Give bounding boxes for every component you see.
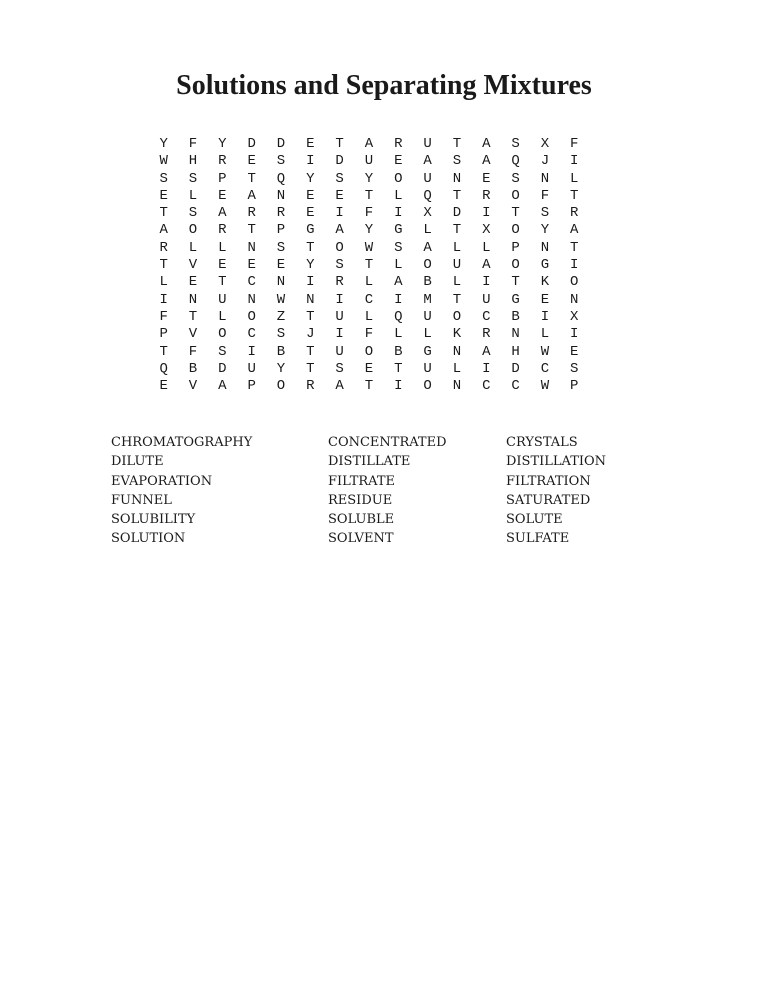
grid-letter: S <box>335 360 344 377</box>
grid-letter: R <box>218 153 227 170</box>
grid-letter: X <box>482 222 491 239</box>
grid-letter: T <box>452 222 462 239</box>
grid-row <box>149 222 589 239</box>
grid-letter: O <box>570 274 579 291</box>
grid-letter: I <box>482 205 491 222</box>
grid-letter: N <box>511 326 520 343</box>
grid-letter: O <box>335 239 344 256</box>
grid-letter: O <box>247 308 256 325</box>
grid-letter: D <box>511 360 520 377</box>
grid-letter: Y <box>276 360 286 377</box>
grid-letter: F <box>570 136 579 152</box>
grid-letter: T <box>452 187 462 204</box>
grid-letter: V <box>188 257 198 274</box>
grid-letter: N <box>276 274 286 291</box>
grid-letter: I <box>306 153 315 170</box>
grid-letter: R <box>394 136 403 152</box>
grid-letter: L <box>540 326 550 343</box>
grid-letter: R <box>482 326 491 343</box>
grid-letter: E <box>218 257 227 274</box>
grid-letter: U <box>335 343 344 360</box>
grid-letter: B <box>276 343 286 360</box>
grid-letter: A <box>482 257 491 274</box>
grid-letter: F <box>364 326 374 343</box>
grid-letter: C <box>482 378 491 395</box>
grid-letter: I <box>394 291 403 308</box>
grid-letter: N <box>306 291 315 308</box>
grid-letter: D <box>452 205 462 222</box>
word-list-row <box>111 529 651 548</box>
grid-letter: A <box>335 222 344 239</box>
word-list-item: SOLVENT <box>328 531 394 547</box>
word-list-row <box>111 510 651 529</box>
grid-letter: O <box>423 257 432 274</box>
grid-letter: E <box>159 378 168 395</box>
grid-row <box>149 274 589 291</box>
grid-letter: L <box>423 326 432 343</box>
grid-letter: Q <box>423 187 432 204</box>
grid-row <box>149 344 589 361</box>
grid-letter: D <box>335 153 344 170</box>
grid-letter: U <box>423 360 432 377</box>
grid-letter: T <box>511 274 520 291</box>
word-list-row <box>111 452 651 471</box>
grid-letter: T <box>570 239 579 256</box>
grid-letter: W <box>276 291 286 308</box>
grid-letter: S <box>394 239 403 256</box>
grid-letter: C <box>247 274 256 291</box>
grid-letter: I <box>570 153 579 170</box>
grid-letter: S <box>570 360 579 377</box>
grid-letter: Q <box>276 170 286 187</box>
grid-letter: U <box>247 360 256 377</box>
grid-letter: S <box>276 326 286 343</box>
grid-letter: O <box>511 222 520 239</box>
grid-letter: O <box>276 378 286 395</box>
grid-letter: D <box>247 136 256 152</box>
grid-letter: A <box>218 205 227 222</box>
grid-letter: I <box>570 257 579 274</box>
grid-letter: L <box>188 187 198 204</box>
grid-letter: A <box>423 153 432 170</box>
grid-letter: E <box>335 187 344 204</box>
grid-letter: Q <box>394 308 403 325</box>
grid-letter: N <box>276 187 286 204</box>
grid-letter: A <box>482 136 491 152</box>
grid-letter: A <box>423 239 432 256</box>
grid-letter: R <box>218 222 227 239</box>
word-list-item: SATURATED <box>506 492 591 508</box>
grid-letter: G <box>423 343 432 360</box>
grid-row <box>149 292 589 309</box>
grid-letter: R <box>570 205 579 222</box>
grid-letter: O <box>364 343 374 360</box>
grid-letter: I <box>306 274 315 291</box>
grid-letter: R <box>306 378 315 395</box>
grid-row <box>149 188 589 205</box>
grid-letter: U <box>335 308 344 325</box>
grid-letter: A <box>159 222 168 239</box>
grid-letter: C <box>482 308 491 325</box>
word-list-item: SOLUTION <box>111 531 186 547</box>
grid-letter: E <box>247 153 256 170</box>
grid-letter: U <box>423 170 432 187</box>
grid-letter: G <box>394 222 403 239</box>
grid-letter: L <box>218 308 227 325</box>
grid-letter: C <box>247 326 256 343</box>
grid-letter: F <box>188 343 198 360</box>
grid-letter: G <box>540 257 550 274</box>
grid-letter: L <box>218 239 227 256</box>
grid-letter: T <box>188 308 198 325</box>
grid-letter: S <box>276 153 286 170</box>
grid-letter: S <box>159 170 168 187</box>
grid-letter: Y <box>159 136 168 152</box>
grid-letter: T <box>306 239 315 256</box>
grid-letter: C <box>364 291 374 308</box>
grid-letter: F <box>188 136 198 152</box>
grid-letter: S <box>188 205 198 222</box>
grid-letter: E <box>482 170 491 187</box>
grid-letter: I <box>335 291 344 308</box>
grid-letter: S <box>452 153 462 170</box>
word-list-item: CRYSTALS <box>506 435 578 450</box>
grid-letter: E <box>218 187 227 204</box>
grid-letter: L <box>452 274 462 291</box>
word-list-row <box>111 433 651 452</box>
grid-letter: T <box>159 205 168 222</box>
grid-letter: Y <box>306 257 315 274</box>
grid-letter: G <box>306 222 315 239</box>
grid-letter: T <box>218 274 227 291</box>
grid-letter: U <box>482 291 491 308</box>
grid-letter: R <box>159 239 168 256</box>
grid-letter: R <box>335 274 344 291</box>
grid-letter: Y <box>306 170 315 187</box>
page-title: Solutions and Separating Mixtures <box>176 70 592 101</box>
grid-letter: H <box>188 153 198 170</box>
grid-letter: W <box>540 378 550 395</box>
grid-letter: C <box>540 360 550 377</box>
grid-letter: L <box>452 360 462 377</box>
grid-letter: W <box>364 239 374 256</box>
grid-letter: O <box>394 170 403 187</box>
grid-letter: T <box>452 136 462 152</box>
grid-letter: I <box>540 308 550 325</box>
grid-letter: N <box>570 291 579 308</box>
grid-letter: O <box>188 222 198 239</box>
grid-letter: G <box>511 291 520 308</box>
grid-letter: I <box>482 274 491 291</box>
grid-letter: E <box>364 360 374 377</box>
grid-letter: E <box>394 153 403 170</box>
grid-letter: F <box>364 205 374 222</box>
grid-letter: A <box>482 343 491 360</box>
grid-letter: R <box>276 205 286 222</box>
word-list-row <box>111 472 651 491</box>
grid-letter: N <box>452 378 462 395</box>
grid-letter: T <box>511 205 520 222</box>
grid-letter: N <box>188 291 198 308</box>
grid-letter: O <box>511 257 520 274</box>
grid-letter: L <box>394 187 403 204</box>
grid-letter: E <box>540 291 550 308</box>
grid-letter: L <box>364 274 374 291</box>
grid-letter: X <box>423 205 432 222</box>
grid-letter: L <box>570 170 579 187</box>
grid-letter: I <box>335 326 344 343</box>
word-list-item: FILTRATION <box>506 473 591 489</box>
grid-letter: E <box>570 343 579 360</box>
grid-letter: N <box>540 170 550 187</box>
grid-letter: T <box>306 343 315 360</box>
grid-letter: S <box>218 343 227 360</box>
word-list-item: DILUTE <box>111 454 164 470</box>
grid-letter: E <box>306 205 315 222</box>
grid-letter: I <box>570 326 579 343</box>
grid-letter: T <box>394 360 403 377</box>
grid-letter: S <box>276 239 286 256</box>
grid-letter: F <box>159 308 168 325</box>
grid-letter: A <box>482 153 491 170</box>
grid-letter: O <box>218 326 227 343</box>
grid-row <box>149 326 589 343</box>
grid-letter: K <box>540 274 550 291</box>
grid-letter: B <box>394 343 403 360</box>
grid-letter: N <box>540 239 550 256</box>
word-list-item: SULFATE <box>506 531 570 547</box>
grid-letter: U <box>423 136 432 152</box>
grid-letter: Y <box>218 136 227 152</box>
grid-letter: Y <box>364 222 374 239</box>
grid-letter: Q <box>511 153 520 170</box>
grid-letter: J <box>306 326 315 343</box>
grid-letter: N <box>247 291 256 308</box>
grid-letter: Z <box>276 308 286 325</box>
grid-letter: S <box>511 136 520 152</box>
grid-letter: D <box>218 360 227 377</box>
grid-letter: A <box>570 222 579 239</box>
grid-letter: N <box>452 170 462 187</box>
grid-letter: T <box>570 187 579 204</box>
grid-letter: B <box>511 308 520 325</box>
grid-letter: T <box>364 257 374 274</box>
grid-letter: B <box>188 360 198 377</box>
grid-letter: H <box>511 343 520 360</box>
grid-row <box>149 361 589 378</box>
word-list-item: DISTILLATION <box>506 454 607 470</box>
word-list-item: SOLUBLE <box>328 512 395 528</box>
grid-letter: E <box>276 257 286 274</box>
grid-letter: S <box>540 205 550 222</box>
grid-letter: B <box>423 274 432 291</box>
grid-row <box>149 171 589 188</box>
grid-row <box>149 136 589 153</box>
grid-letter: S <box>511 170 520 187</box>
word-list-item: SOLUTE <box>506 512 563 528</box>
grid-letter: Y <box>540 222 550 239</box>
grid-letter: W <box>540 343 550 360</box>
grid-letter: L <box>159 274 168 291</box>
grid-letter: E <box>306 187 315 204</box>
grid-letter: Y <box>364 170 374 187</box>
grid-letter: R <box>482 187 491 204</box>
grid-row <box>149 257 589 274</box>
grid-letter: P <box>218 170 227 187</box>
grid-letter: L <box>394 257 403 274</box>
grid-letter: R <box>247 205 256 222</box>
word-list-item: RESIDUE <box>328 492 393 508</box>
grid-letter: A <box>218 378 227 395</box>
grid-row <box>149 205 589 222</box>
grid-letter: O <box>452 308 462 325</box>
grid-letter: P <box>570 378 579 395</box>
grid-letter: C <box>511 378 520 395</box>
grid-letter: L <box>188 239 198 256</box>
grid-letter: W <box>159 153 168 170</box>
grid-letter: T <box>306 360 315 377</box>
grid-letter: A <box>335 378 344 395</box>
grid-letter: L <box>452 239 462 256</box>
grid-letter: E <box>159 187 168 204</box>
grid-letter: U <box>218 291 227 308</box>
grid-letter: T <box>159 343 168 360</box>
grid-letter: E <box>188 274 198 291</box>
word-list-item: CHROMATOGRAPHY <box>111 435 253 450</box>
grid-row <box>149 240 589 257</box>
grid-letter: T <box>247 170 256 187</box>
grid-letter: I <box>159 291 168 308</box>
grid-letter: O <box>423 378 432 395</box>
grid-letter: P <box>247 378 256 395</box>
grid-letter: L <box>423 222 432 239</box>
grid-letter: I <box>482 360 491 377</box>
grid-letter: S <box>335 257 344 274</box>
grid-letter: I <box>335 205 344 222</box>
grid-letter: T <box>306 308 315 325</box>
word-list-item: SOLUBILITY <box>111 512 196 528</box>
grid-letter: I <box>394 205 403 222</box>
word-list-item: DISTILLATE <box>328 454 411 470</box>
grid-letter: S <box>335 170 344 187</box>
grid-letter: D <box>276 136 286 152</box>
word-list <box>111 433 651 549</box>
grid-letter: T <box>159 257 168 274</box>
grid-letter: U <box>364 153 374 170</box>
grid-letter: Q <box>159 360 168 377</box>
grid-letter: E <box>306 136 315 152</box>
word-list-item: FUNNEL <box>111 492 172 508</box>
grid-letter: P <box>276 222 286 239</box>
word-list-item: CONCENTRATED <box>328 435 447 450</box>
grid-letter: A <box>394 274 403 291</box>
grid-letter: I <box>394 378 403 395</box>
grid-row <box>149 378 589 395</box>
word-list-item: EVAPORATION <box>111 473 213 489</box>
grid-letter: T <box>364 378 374 395</box>
grid-letter: I <box>247 343 256 360</box>
grid-letter: L <box>482 239 491 256</box>
grid-letter: K <box>452 326 462 343</box>
grid-letter: U <box>423 308 432 325</box>
grid-letter: O <box>511 187 520 204</box>
grid-letter: T <box>247 222 256 239</box>
grid-letter: A <box>364 136 374 152</box>
grid-letter: N <box>247 239 256 256</box>
grid-letter: T <box>452 291 462 308</box>
grid-letter: V <box>188 378 198 395</box>
grid-letter: X <box>570 308 579 325</box>
letter-grid <box>149 136 589 395</box>
grid-letter: T <box>335 136 344 152</box>
word-list-item: FILTRATE <box>328 473 396 489</box>
grid-letter: N <box>452 343 462 360</box>
grid-letter: J <box>540 153 550 170</box>
grid-letter: V <box>188 326 198 343</box>
grid-letter: U <box>452 257 462 274</box>
grid-letter: S <box>188 170 198 187</box>
grid-letter: P <box>511 239 520 256</box>
grid-row <box>149 153 589 170</box>
grid-letter: T <box>364 187 374 204</box>
grid-letter: L <box>394 326 403 343</box>
grid-letter: X <box>540 136 550 152</box>
grid-letter: M <box>423 291 432 308</box>
grid-letter: A <box>247 187 256 204</box>
grid-letter: P <box>159 326 168 343</box>
grid-row <box>149 309 589 326</box>
grid-letter: L <box>364 308 374 325</box>
grid-letter: E <box>247 257 256 274</box>
grid-letter: F <box>540 187 550 204</box>
word-list-row <box>111 491 651 510</box>
